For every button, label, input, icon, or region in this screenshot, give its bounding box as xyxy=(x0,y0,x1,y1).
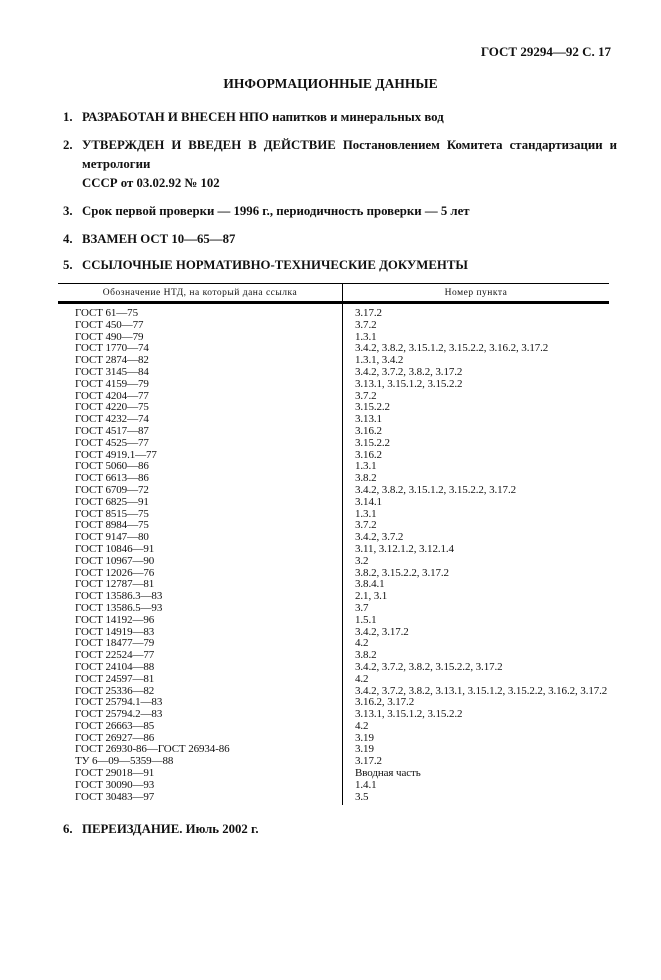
ntd-designation: ГОСТ 25794.1—83 xyxy=(58,697,343,709)
ntd-designation: ГОСТ 2874—82 xyxy=(58,355,343,367)
ntd-designation: ГОСТ 61—75 xyxy=(58,303,343,320)
item-number: 6. xyxy=(63,822,73,837)
ntd-designation: ГОСТ 30090—93 xyxy=(58,780,343,792)
ntd-designation: ГОСТ 13586.3—83 xyxy=(58,591,343,603)
clause-number: 3.15.2.2 xyxy=(355,436,390,449)
clause-number: 3.8.2 xyxy=(355,649,377,662)
clause-number: 3.11, 3.12.1.2, 3.12.1.4 xyxy=(355,542,454,555)
table-row xyxy=(58,792,609,806)
clause-number: 3.4.2, 3.8.2, 3.15.1.2, 3.15.2.2, 3.17.2 xyxy=(355,483,517,496)
clause-number: 3.13.1, 3.15.1.2, 3.15.2.2 xyxy=(355,708,463,721)
ntd-designation: ГОСТ 3145—84 xyxy=(58,367,343,379)
item-number: 1. xyxy=(63,110,73,124)
clause-number: 3.4.2, 3.7.2, 3.8.2, 3.13.1, 3.15.1.2, 3.15.2.2, 3.16.2, 3.17.2 xyxy=(355,684,608,697)
item-text-line1: УТВЕРЖДЕН И ВВЕДЕН В ДЕЙСТВИЕ Постановлением Комитета стандартизации и метрологии xyxy=(82,138,617,171)
ntd-designation: ГОСТ 8515—75 xyxy=(58,509,343,521)
clause-number: 1.5.1 xyxy=(355,613,377,626)
table-row xyxy=(58,303,609,320)
ntd-designation: ТУ 6—09—5359—88 xyxy=(58,756,343,768)
item-number: 4. xyxy=(63,232,73,246)
column-header-designation: Обозначение НТД, на который дана ссылка xyxy=(58,284,343,303)
document-page xyxy=(0,44,661,980)
clause-number: 3.4.2, 3.7.2, 3.8.2, 3.15.2.2, 3.17.2 xyxy=(355,660,503,673)
clause-number: 1.3.1 xyxy=(355,330,377,343)
ntd-designation: ГОСТ 14192—96 xyxy=(58,615,343,627)
clause-number: 4.2 xyxy=(355,637,369,650)
clause-number: 3.17.2 xyxy=(355,755,382,768)
item-text-line2: СССР от 03.02.92 № 102 xyxy=(82,176,220,190)
ntd-designation: ГОСТ 13586.5—93 xyxy=(58,603,343,615)
ntd-designation: ГОСТ 1770—74 xyxy=(58,343,343,355)
item-number: 2. xyxy=(63,138,73,152)
ref-table-body xyxy=(58,303,609,806)
ntd-designation: ГОСТ 25336—82 xyxy=(58,686,343,698)
item-text: РАЗРАБОТАН И ВНЕСЕН НПО напитков и минеральных вод xyxy=(82,110,444,124)
clause-number: 3.4.2, 3.17.2 xyxy=(355,625,409,638)
item-number: 5. xyxy=(63,258,73,272)
clause-number: 3.19 xyxy=(355,743,374,756)
list-item-1 xyxy=(63,108,617,127)
ntd-designation: ГОСТ 18477—79 xyxy=(58,638,343,650)
page-title: ИНФОРМАЦИОННЫЕ ДАННЫЕ xyxy=(223,76,438,91)
clause-number: 3.19 xyxy=(355,731,374,744)
list-item-4 xyxy=(63,230,617,249)
clause-number: 3.16.2 xyxy=(355,424,382,437)
ntd-designation: ГОСТ 4204—77 xyxy=(58,391,343,403)
ntd-designation: ГОСТ 490—79 xyxy=(58,332,343,344)
clause-number: 3.13.1 xyxy=(355,413,382,426)
table-row xyxy=(58,721,609,733)
ntd-designation: ГОСТ 12026—76 xyxy=(58,568,343,580)
clause-number: 3.8.4.1 xyxy=(355,578,385,591)
clause-number: 3.4.2, 3.8.2, 3.15.1.2, 3.15.2.2, 3.16.2, 3.17.2 xyxy=(355,342,549,355)
list-item-2 xyxy=(63,136,617,193)
clause-number: 3.5 xyxy=(355,790,369,803)
ntd-designation: ГОСТ 10967—90 xyxy=(58,556,343,568)
ntd-designation: ГОСТ 24597—81 xyxy=(58,674,343,686)
clause-number: 3.4.2, 3.7.2, 3.8.2, 3.17.2 xyxy=(355,365,463,378)
clause-number: 3.16.2 xyxy=(355,448,382,461)
clause-number: 4.2 xyxy=(355,719,369,732)
table-row xyxy=(58,497,609,509)
ntd-designation: ГОСТ 14919—83 xyxy=(58,627,343,639)
clause-number: 3.2 xyxy=(355,554,369,567)
ntd-designation: ГОСТ 29018—91 xyxy=(58,768,343,780)
ntd-designation: ГОСТ 4159—79 xyxy=(58,379,343,391)
reference-documents-table xyxy=(58,283,609,805)
ntd-designation: ГОСТ 4220—75 xyxy=(58,402,343,414)
ntd-designation: ГОСТ 24104—88 xyxy=(58,662,343,674)
table-row xyxy=(58,780,609,792)
item-text: Срок первой проверки — 1996 г., периодичность проверки — 5 лет xyxy=(82,204,470,218)
ntd-designation: ГОСТ 30483—97 xyxy=(58,792,343,806)
clause-number: 3.13.1, 3.15.1.2, 3.15.2.2 xyxy=(355,377,463,390)
ntd-designation: ГОСТ 6613—86 xyxy=(58,473,343,485)
list-item-3 xyxy=(63,202,617,221)
item-text: ПЕРЕИЗДАНИЕ. Июль 2002 г. xyxy=(82,822,259,837)
ntd-designation: ГОСТ 4232—74 xyxy=(58,414,343,426)
clause-number: 1.4.1 xyxy=(355,778,377,791)
clause-number: 3.7.2 xyxy=(355,519,377,532)
clause-number: 3.4.2, 3.7.2 xyxy=(355,531,404,544)
clause-number: 2.1, 3.1 xyxy=(355,590,388,603)
ntd-designation: ГОСТ 450—77 xyxy=(58,320,343,332)
item-text: ССЫЛОЧНЫЕ НОРМАТИВНО-ТЕХНИЧЕСКИЕ ДОКУМЕНТЫ xyxy=(82,258,468,272)
clause-number: Вводная часть xyxy=(355,767,421,780)
table-row xyxy=(58,615,609,627)
list-item-5 xyxy=(63,256,617,275)
ntd-designation: ГОСТ 9147—80 xyxy=(58,532,343,544)
ntd-designation: ГОСТ 22524—77 xyxy=(58,650,343,662)
ntd-designation: ГОСТ 26930-86—ГОСТ 26934-86 xyxy=(58,744,343,756)
ntd-designation: ГОСТ 4919.1—77 xyxy=(58,450,343,462)
table-row xyxy=(58,556,609,568)
clause-number: 3.16.2, 3.17.2 xyxy=(355,696,415,709)
ntd-designation: ГОСТ 25794.2—83 xyxy=(58,709,343,721)
item-number: 3. xyxy=(63,204,73,218)
table-header xyxy=(58,284,609,303)
ntd-designation: ГОСТ 12787—81 xyxy=(58,579,343,591)
clause-number: 1.3.1, 3.4.2 xyxy=(355,354,404,367)
numbered-items xyxy=(0,108,661,275)
ntd-designation: ГОСТ 5060—86 xyxy=(58,461,343,473)
table-row xyxy=(58,320,609,332)
clause-number: 3.17.2 xyxy=(355,307,382,319)
item-text: ВЗАМЕН ОСТ 10—65—87 xyxy=(82,232,236,246)
clause-number: 3.7 xyxy=(355,601,369,614)
ntd-designation: ГОСТ 6825—91 xyxy=(58,497,343,509)
table-row xyxy=(58,379,609,391)
clause-number: 3.15.2.2 xyxy=(355,401,390,414)
clause-number: 1.3.1 xyxy=(355,507,377,520)
table-row xyxy=(58,367,609,379)
table-row xyxy=(58,662,609,674)
ntd-designation: ГОСТ 26927—86 xyxy=(58,733,343,745)
table-row xyxy=(58,485,609,497)
clause-number: 1.3.1 xyxy=(355,460,377,473)
ntd-designation: ГОСТ 10846—91 xyxy=(58,544,343,556)
ntd-designation: ГОСТ 4525—77 xyxy=(58,438,343,450)
ntd-designation: ГОСТ 6709—72 xyxy=(58,485,343,497)
table-header-row xyxy=(58,284,609,303)
clause-number: 4.2 xyxy=(355,672,369,685)
column-header-clause: Номер пункта xyxy=(343,284,610,303)
clause-number: 3.8.2 xyxy=(355,472,377,485)
table-row xyxy=(58,426,609,438)
table-row xyxy=(58,438,609,450)
page-header: ГОСТ 29294—92 С. 17 xyxy=(480,44,611,59)
table-row xyxy=(58,674,609,686)
ntd-designation: ГОСТ 26663—85 xyxy=(58,721,343,733)
ntd-designation: ГОСТ 4517—87 xyxy=(58,426,343,438)
clause-number: 3.7.2 xyxy=(355,389,377,402)
clause-number: 3.7.2 xyxy=(355,318,377,331)
table-row xyxy=(58,544,609,556)
ntd-designation: ГОСТ 8984—75 xyxy=(58,520,343,532)
item-text xyxy=(82,136,617,193)
list-item-6 xyxy=(63,820,617,839)
clause-number: 3.8.2, 3.15.2.2, 3.17.2 xyxy=(355,566,449,579)
clause-number: 3.14.1 xyxy=(355,495,382,508)
table-row xyxy=(58,603,609,615)
